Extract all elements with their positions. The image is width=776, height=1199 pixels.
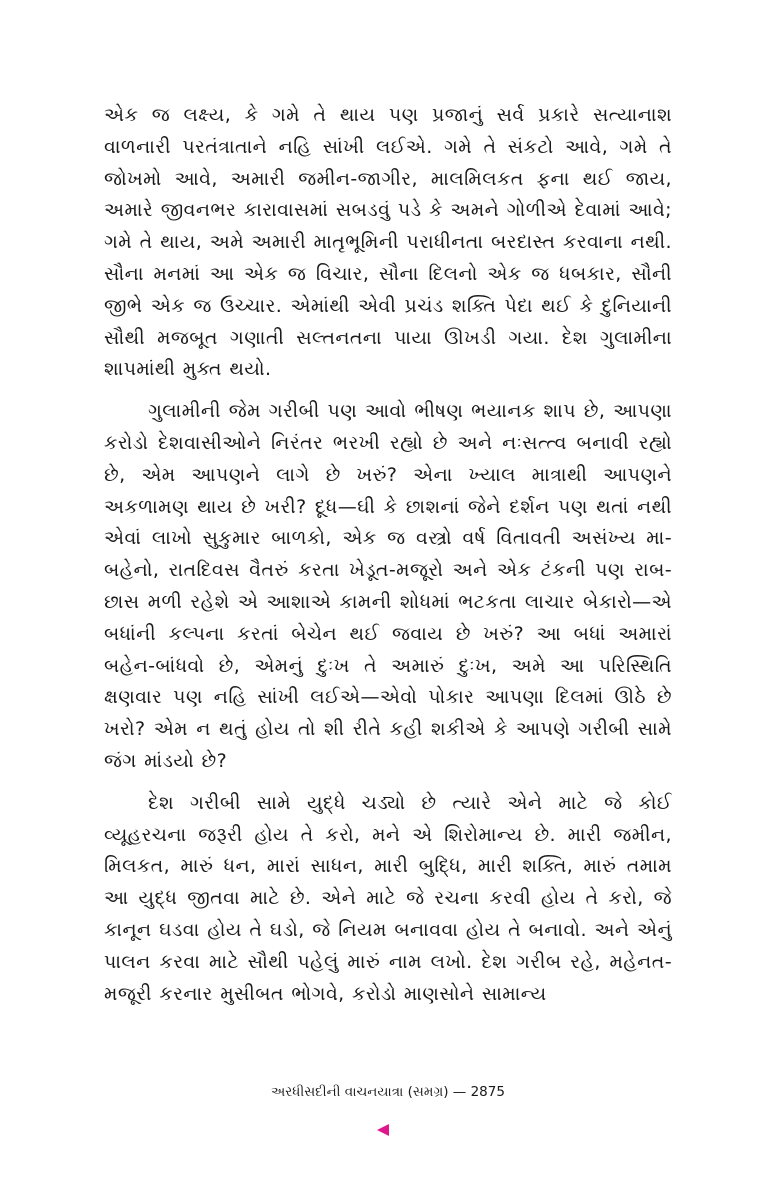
paragraph-3: દેશ ગરીબી સામે યુદ્ધે ચડ્યો છે ત્યારે એને માટે જે કોઈ વ્યૂહરચના જરૂરી હોય તે કરો, મને એ શિરોમાન્ય છે. મારી જમીન, મિલકત, મારું ધન, મારાં સાધન, મારી બુદ્ધિ, મારી શક્તિ, મારું તમામ આ યુદ્ધ જીતવા માટે છે. એને માટે જે રચના કરવી હોય તે કરો, જે કાનૂન ઘડવા હોય તે ઘડો, જે નિયમ બનાવવા હોય તે બનાવો. અને એનું પાલન કરવા માટે સૌથી પહેલું મારું નામ લખો. દેશ ગરીબ રહે, મહેનત-મજૂરી કરનાર મુસીબત ભોગવે, કરોડો માણસોને સામાન્ય [104, 791, 672, 1005]
paragraph-1: એક જ લક્ષ્ય, કે ગમે તે થાય પણ પ્રજાનું સર્વ પ્રકારે સત્યાનાશ વાળનારી પરતંત્રાતાને નહિ સાંખી લઈએ. ગમે તે સંકટો આવે, ગમે તે જોખમો આવે, અમારી જમીન-જાગીર, માલમિલકત ફના થઈ જાય, અમારે જીવનભર કારાવાસમાં સબડવું પડે કે અમને ગોળીએ દેવામાં આવે; ગમે તે થાય, અમે અમારી માતૃભૂમિની પરાધીનતા બરદાસ્ત કરવાના નથી. સૌના મનમાં આ એક જ વિચાર, સૌના દિલનો એક જ ધબકાર, સૌની જીભે એક જ ઉચ્ચાર. એમાંથી એવી પ્રચંડ શક્તિ પેદા થઈ કે દુનિયાની સૌથી મજબૂત ગણાતી સલ્તનતના પાયા ઊખડી ગયા. દેશ ગુલામીના શાપમાંથી મુક્ત થયો. [104, 104, 672, 381]
previous-page-icon[interactable] [377, 1124, 389, 1136]
paragraph-2: ગુલામીની જેમ ગરીબી પણ આવો ભીષણ ભયાનક શાપ છે, આપણા કરોડો દેશવાસીઓને નિરંતર ભરખી રહ્યો છે અને નઃસત્ત્વ બનાવી રહ્યો છે, એમ આપણને લાગે છે ખરું? એના ખ્યાલ માત્રાથી આપણને અકળામણ થાય છે ખરી? દૂધ—ઘી કે છાશનાં જેને દર્શન પણ થતાં નથી એવાં લાખો સુકુમાર બાળકો, એક જ વસ્ત્રો વર્ષ વિતાવતી અસંખ્ય મા-બહેનો, રાતદિવસ વૈતરું કરતા ખેડૂત-મજૂરો અને એક ટંકની પણ રાબ-છાસ મળી રહેશે એ આશાએ કામની શોધમાં ભટકતા લાચાર બેકારો—એ બધાંની કલ્પના કરતાં બેચેન થઈ જવાય છે ખરું? આ બધાં અમારાં બહેન-બાંધવો છે, એમનું દુઃખ તે અમારું દુઃખ, અમે આ પરિસ્થિતિ ક્ષણવાર પણ નહિ સાંખી લઈએ—એવો પોકાર આપણા દિલમાં ઊઠે છે ખરો? એમ ન થતું હોય તો શી રીતે કહી શકીએ કે આપણે ગરીબી સામે જંગ માંડયો છે? [104, 400, 672, 772]
page-body [104, 100, 672, 1010]
page-number: 2875 [470, 1084, 505, 1100]
footer-separator: — [452, 1084, 467, 1100]
book-title: અરધીસદીની વાચનયાત્રા (સમગ્ર) [271, 1084, 449, 1100]
page-footer [0, 1084, 776, 1100]
